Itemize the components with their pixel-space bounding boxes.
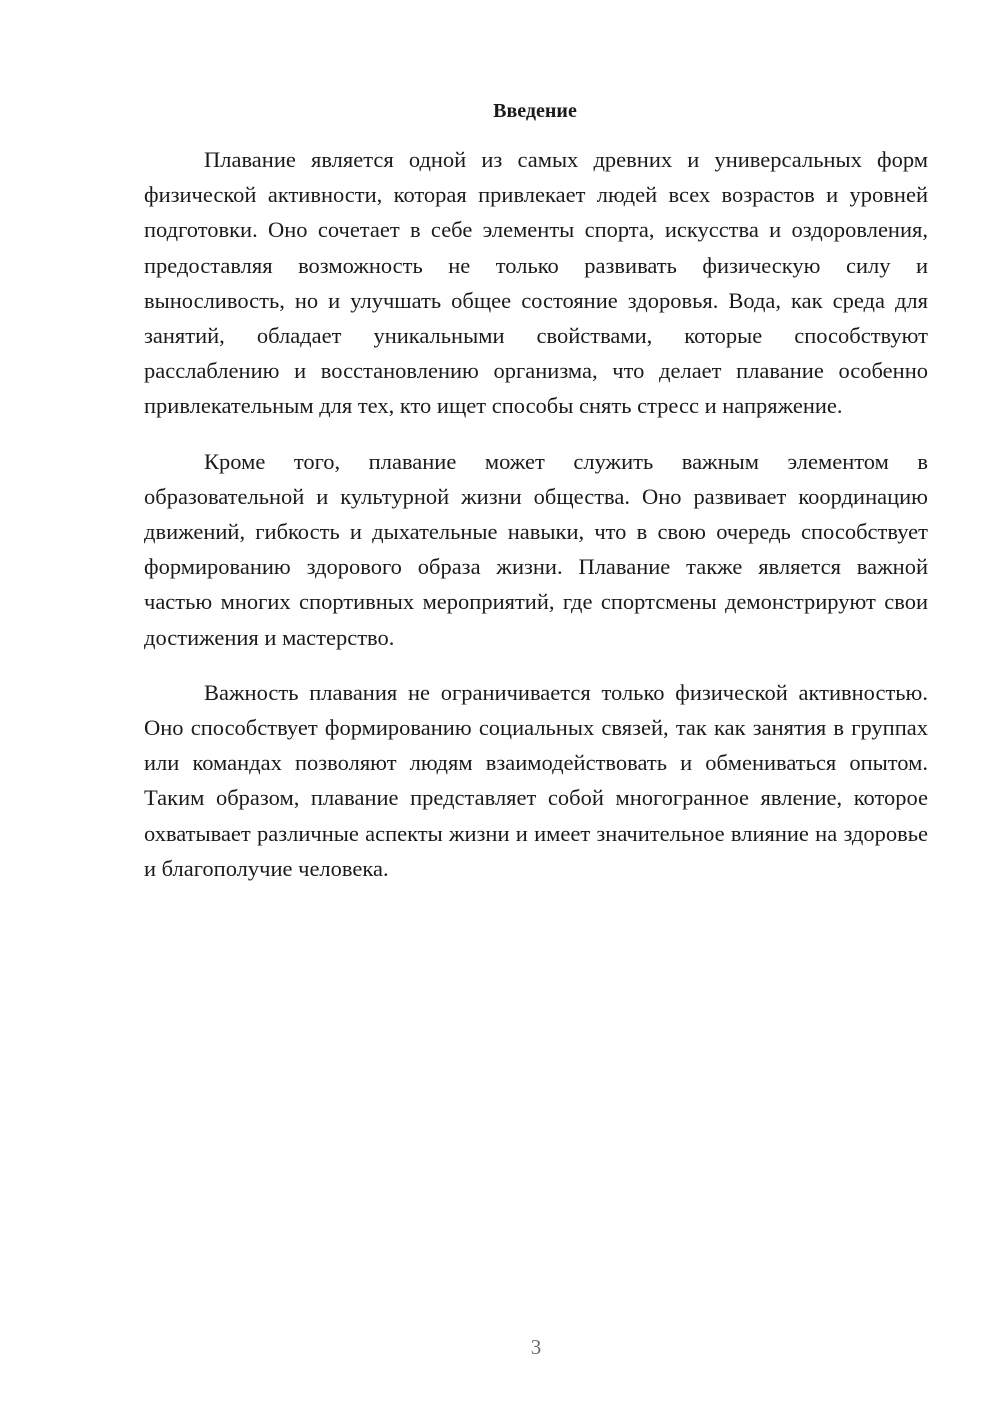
body-text bbox=[144, 142, 928, 886]
section-heading: Введение bbox=[493, 100, 577, 122]
page-number: 3 bbox=[530, 1335, 542, 1359]
paragraph-2: Кроме того, плавание может служить важным элементом в образовательной и культурной жизни общества. Оно развивает координацию движений, гибкость и дыхательные навыки, что в свою очередь способствует формированию здорового образа жизни. Плавание также является важной частью многих спортивных мероприятий, где спортсмены демонстрируют свои достижения и мастерство. bbox=[144, 448, 928, 650]
paragraph-1: Плавание является одной из самых древних и универсальных форм физической активности, которая привлекает людей всех возрастов и уровней подготовки. Оно сочетает в себе элементы спорта, искусства и оздоровления, предоставляя возможность не только развивать физическую силу и выносливость, но и улучшать общее состояние здоровья. Вода, как среда для занятий, обладает уникальными свойствами, которые способствуют расслаблению и восстановлению организма, что делает плавание особенно привлекательным для тех, кто ищет способы снять стресс и напряжение. bbox=[144, 147, 928, 419]
paragraph-3: Важность плавания не ограничивается только физической активностью. Оно способствует формированию социальных связей, так как занятия в группах или командах позволяют людям взаимодействовать и обмениваться опытом. Таким образом, плавание представляет собой многогранное явление, которое охватывает различные аспекты жизни и имеет значительное влияние на здоровье и благополучие человека. bbox=[144, 679, 928, 881]
